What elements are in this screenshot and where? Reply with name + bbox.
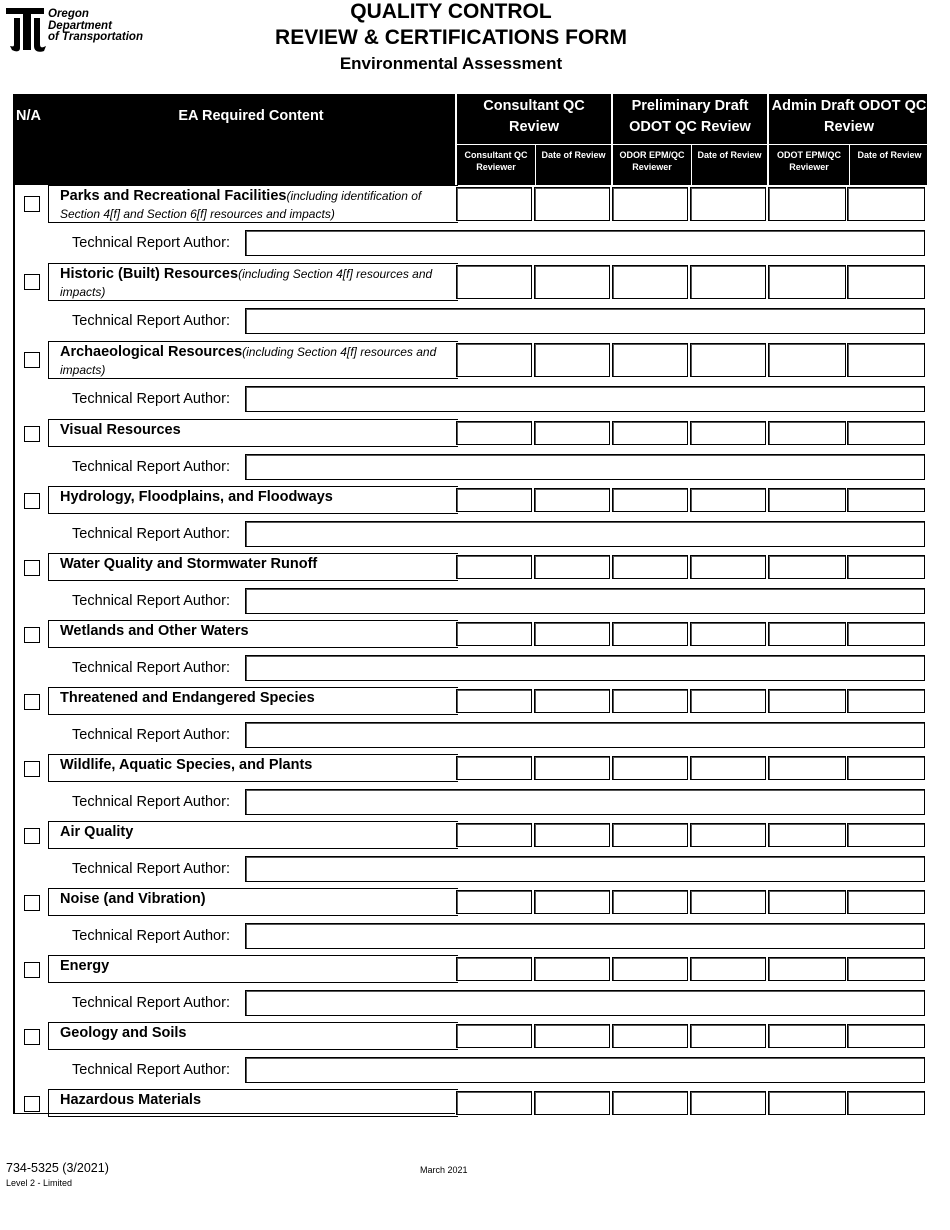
na-checkbox[interactable]	[24, 761, 40, 777]
reviewer-field[interactable]	[612, 343, 688, 377]
review-date-field[interactable]	[847, 689, 925, 713]
review-date-field[interactable]	[690, 756, 766, 780]
form-subtitle: Environmental Assessment	[339, 54, 563, 73]
review-date-field[interactable]	[690, 555, 766, 579]
section-title-cell	[48, 553, 458, 581]
na-column-header: N/A	[16, 108, 41, 124]
technical-report-author-field[interactable]	[245, 454, 925, 480]
reviewer-field[interactable]	[456, 343, 532, 377]
reviewer-field[interactable]	[456, 187, 532, 221]
section-title-cell	[48, 1022, 458, 1050]
review-date-field[interactable]	[847, 622, 925, 646]
technical-report-author-field[interactable]	[245, 856, 925, 882]
na-checkbox[interactable]	[24, 895, 40, 911]
na-checkbox[interactable]	[24, 352, 40, 368]
reviewer-field[interactable]	[612, 756, 688, 780]
reviewer-field[interactable]	[456, 622, 532, 646]
technical-report-author-label: Technical Report Author:	[72, 727, 230, 743]
reviewer-field[interactable]	[612, 187, 688, 221]
reviewer-field[interactable]	[768, 823, 846, 847]
section-title	[60, 756, 454, 774]
section-row-threatened-and-endangered-species	[13, 687, 927, 754]
section-title	[60, 823, 454, 841]
section-title-text: Hazardous Materials	[60, 1092, 202, 1108]
review-date-field[interactable]	[534, 1091, 610, 1115]
reviewer-field[interactable]	[456, 957, 532, 981]
section-title	[60, 187, 454, 223]
technical-report-author-label: Technical Report Author:	[72, 861, 230, 877]
review-date-field[interactable]	[690, 689, 766, 713]
section-row-historic-built-resources	[13, 263, 927, 341]
technical-report-author-label: Technical Report Author:	[72, 794, 230, 810]
na-checkbox[interactable]	[24, 196, 40, 212]
reviewer-field[interactable]	[768, 265, 846, 299]
admin-draft-review-header: Admin Draft ODOT QC Review ODOT EPM/QC Reviewer Date of Review	[767, 94, 929, 185]
reviewer-field[interactable]	[768, 890, 846, 914]
required-content-header: EA Required Content	[178, 108, 324, 124]
na-checkbox[interactable]	[24, 694, 40, 710]
section-title	[60, 488, 454, 506]
reviewer-field[interactable]	[768, 187, 846, 221]
review-date-field[interactable]	[534, 265, 610, 299]
technical-report-author-field[interactable]	[245, 521, 925, 547]
technical-report-author-label: Technical Report Author:	[72, 660, 230, 676]
review-date-field[interactable]	[847, 187, 925, 221]
technical-report-author-label: Technical Report Author:	[72, 928, 230, 944]
review-date-field[interactable]	[847, 756, 925, 780]
section-title-text: Threatened and Endangered Species	[60, 690, 315, 706]
section-title	[60, 265, 454, 301]
technical-report-author-field[interactable]	[245, 655, 925, 681]
section-title-text: Parks and Recreational Facilities	[60, 188, 287, 204]
reviewer-field[interactable]	[456, 421, 532, 445]
technical-report-author-field[interactable]	[245, 230, 925, 256]
review-date-field[interactable]	[847, 343, 925, 377]
reviewer-field[interactable]	[456, 823, 532, 847]
review-date-field[interactable]	[534, 957, 610, 981]
section-title	[60, 343, 454, 379]
na-checkbox[interactable]	[24, 1096, 40, 1112]
reviewer-field[interactable]	[456, 555, 532, 579]
section-title-text: Geology and Soils	[60, 1025, 187, 1041]
review-date-field[interactable]	[847, 1091, 925, 1115]
access-level: Level 2 - Limited	[6, 1178, 73, 1188]
review-date-field[interactable]	[534, 756, 610, 780]
revision-date: March 2021	[420, 1165, 468, 1175]
technical-report-author-field[interactable]	[245, 588, 925, 614]
review-date-field[interactable]	[690, 187, 766, 221]
section-title-cell	[48, 486, 458, 514]
reviewer-field[interactable]	[612, 1024, 688, 1048]
reviewer-field[interactable]	[456, 756, 532, 780]
review-date-field[interactable]	[534, 343, 610, 377]
technical-report-author-field[interactable]	[245, 308, 925, 334]
agency-name: Oregon Department of Transportation	[48, 8, 143, 43]
reviewer-field[interactable]	[612, 689, 688, 713]
table-header	[13, 94, 927, 185]
section-title-text: Wildlife, Aquatic Species, and Plants	[60, 757, 313, 773]
reviewer-field[interactable]	[456, 1024, 532, 1048]
na-checkbox[interactable]	[24, 828, 40, 844]
review-date-field[interactable]	[534, 823, 610, 847]
table-bottom-border	[13, 1113, 455, 1114]
section-title-text: Archaeological Resources	[60, 344, 243, 360]
reviewer-field[interactable]	[612, 265, 688, 299]
review-date-field[interactable]	[690, 622, 766, 646]
form-number: 734-5325 (3/2021)	[6, 1161, 109, 1175]
section-title	[60, 890, 454, 908]
review-date-field[interactable]	[534, 890, 610, 914]
technical-report-author-field[interactable]	[245, 1057, 925, 1083]
technical-report-author-label: Technical Report Author:	[72, 313, 230, 329]
reviewer-field[interactable]	[456, 265, 532, 299]
section-title-text: Wetlands and Other Waters	[60, 623, 249, 639]
review-date-field[interactable]	[690, 957, 766, 981]
review-date-field[interactable]	[847, 555, 925, 579]
section-title	[60, 622, 454, 640]
section-row-parks-and-recreational-facilities	[13, 185, 927, 263]
reviewer-field[interactable]	[612, 421, 688, 445]
na-checkbox[interactable]	[24, 560, 40, 576]
reviewer-field[interactable]	[456, 488, 532, 512]
section-title-cell	[48, 821, 458, 849]
review-date-field[interactable]	[690, 823, 766, 847]
section-row-hydrology-floodplains-and-floodways	[13, 486, 927, 553]
technical-report-author-label: Technical Report Author:	[72, 593, 230, 609]
review-date-field[interactable]	[690, 488, 766, 512]
review-date-field[interactable]	[534, 622, 610, 646]
reviewer-field[interactable]	[768, 957, 846, 981]
technical-report-author-field[interactable]	[245, 789, 925, 815]
reviewer-field[interactable]	[612, 890, 688, 914]
reviewer-field[interactable]	[612, 555, 688, 579]
na-checkbox[interactable]	[24, 627, 40, 643]
review-date-field[interactable]	[534, 1024, 610, 1048]
section-row-archaeological-resources	[13, 341, 927, 419]
qc-review-table	[13, 94, 927, 1108]
section-row-visual-resources	[13, 419, 927, 486]
section-title-text: Air Quality	[60, 824, 134, 840]
section-row-water-quality-and-stormwater-runoff	[13, 553, 927, 620]
form-title-line1: QUALITY CONTROL	[350, 0, 552, 23]
section-note: (including Section 4[f] resources and impacts)	[60, 345, 437, 377]
reviewer-field[interactable]	[768, 1024, 846, 1048]
reviewer-field[interactable]	[612, 622, 688, 646]
technical-report-author-field[interactable]	[245, 386, 925, 412]
reviewer-field[interactable]	[768, 756, 846, 780]
review-date-field[interactable]	[534, 488, 610, 512]
review-date-field[interactable]	[847, 1024, 925, 1048]
section-title	[60, 421, 454, 439]
section-title	[60, 555, 454, 573]
section-title-text: Historic (Built) Resources	[60, 266, 239, 282]
technical-report-author-label: Technical Report Author:	[72, 459, 230, 475]
reviewer-field[interactable]	[612, 957, 688, 981]
section-title-cell	[48, 687, 458, 715]
technical-report-author-label: Technical Report Author:	[72, 995, 230, 1011]
section-title-text: Energy	[60, 958, 110, 974]
review-date-field[interactable]	[690, 343, 766, 377]
technical-report-author-label: Technical Report Author:	[72, 1062, 230, 1078]
technical-report-author-label: Technical Report Author:	[72, 526, 230, 542]
section-title-cell	[48, 888, 458, 916]
reviewer-field[interactable]	[768, 555, 846, 579]
review-date-field[interactable]	[847, 823, 925, 847]
technical-report-author-label: Technical Report Author:	[72, 235, 230, 251]
consultant-qc-review-header: Consultant QC Review Consultant QC Reviewer Date of Review	[455, 94, 611, 185]
section-title-text: Hydrology, Floodplains, and Floodways	[60, 489, 333, 505]
section-title	[60, 1091, 454, 1109]
review-date-field[interactable]	[690, 1024, 766, 1048]
review-date-field[interactable]	[690, 421, 766, 445]
na-checkbox[interactable]	[24, 493, 40, 509]
section-title-cell	[48, 341, 458, 379]
section-title-cell	[48, 263, 458, 301]
section-title-cell	[48, 754, 458, 782]
section-title-cell	[48, 620, 458, 648]
reviewer-field[interactable]	[456, 1091, 532, 1115]
reviewer-field[interactable]	[768, 488, 846, 512]
technical-report-author-field[interactable]	[245, 990, 925, 1016]
section-title-text: Water Quality and Stormwater Runoff	[60, 556, 318, 572]
section-row-noise-and-vibration	[13, 888, 927, 955]
review-date-field[interactable]	[847, 890, 925, 914]
reviewer-field[interactable]	[768, 689, 846, 713]
technical-report-author-field[interactable]	[245, 722, 925, 748]
reviewer-field[interactable]	[612, 488, 688, 512]
preliminary-draft-review-header: Preliminary Draft ODOT QC Review ODOR EPM/QC Reviewer Date of Review	[611, 94, 767, 185]
review-date-field[interactable]	[690, 1091, 766, 1115]
technical-report-author-field[interactable]	[245, 923, 925, 949]
section-row-air-quality	[13, 821, 927, 888]
na-checkbox[interactable]	[24, 274, 40, 290]
section-note: (including identification of Section 4[f] and Section 6[f] resources and impacts)	[60, 189, 422, 221]
reviewer-field[interactable]	[768, 343, 846, 377]
reviewer-field[interactable]	[612, 1091, 688, 1115]
section-row-wetlands-and-other-waters	[13, 620, 927, 687]
review-date-field[interactable]	[847, 488, 925, 512]
review-date-field[interactable]	[534, 421, 610, 445]
na-checkbox[interactable]	[24, 962, 40, 978]
review-date-field[interactable]	[847, 421, 925, 445]
reviewer-field[interactable]	[768, 622, 846, 646]
section-title	[60, 1024, 454, 1042]
reviewer-field[interactable]	[612, 823, 688, 847]
section-row-wildlife-aquatic-species-and-plants	[13, 754, 927, 821]
section-title-cell	[48, 419, 458, 447]
reviewer-field[interactable]	[768, 421, 846, 445]
section-title-text: Visual Resources	[60, 422, 181, 438]
na-checkbox[interactable]	[24, 426, 40, 442]
section-title	[60, 689, 454, 707]
section-row-geology-and-soils	[13, 1022, 927, 1089]
review-date-field[interactable]	[534, 555, 610, 579]
review-date-field[interactable]	[534, 689, 610, 713]
section-title-cell	[48, 955, 458, 983]
na-checkbox[interactable]	[24, 1029, 40, 1045]
review-date-field[interactable]	[690, 890, 766, 914]
review-date-field[interactable]	[534, 187, 610, 221]
section-title	[60, 957, 454, 975]
section-row-hazardous-materials	[13, 1089, 927, 1113]
section-title-text: Noise (and Vibration)	[60, 891, 206, 907]
section-note: (including Section 4[f] resources and impacts)	[60, 267, 433, 299]
review-date-field[interactable]	[847, 265, 925, 299]
reviewer-field[interactable]	[456, 890, 532, 914]
reviewer-field[interactable]	[768, 1091, 846, 1115]
form-title-line2: REVIEW & CERTIFICATIONS FORM	[275, 26, 627, 49]
section-title-cell	[48, 185, 458, 223]
reviewer-field[interactable]	[456, 689, 532, 713]
technical-report-author-label: Technical Report Author:	[72, 391, 230, 407]
review-date-field[interactable]	[690, 265, 766, 299]
section-row-energy	[13, 955, 927, 1022]
review-date-field[interactable]	[847, 957, 925, 981]
